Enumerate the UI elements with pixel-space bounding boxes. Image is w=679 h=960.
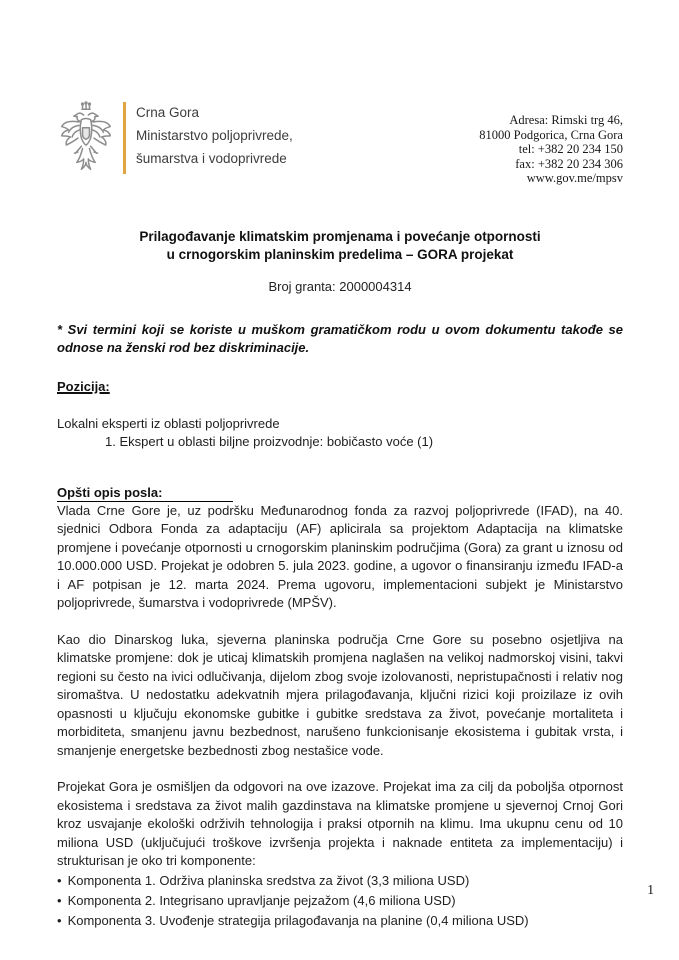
grant-number: Broj granta: 2000004314 [268,278,412,294]
ministry-name-block [136,100,293,178]
position-intro: Lokalni eksperti iz oblasti poljoprivrede [57,415,280,431]
address-line: tel: +382 20 234 150 [518,142,623,156]
gold-divider [123,102,126,174]
position-item: 1. Ekspert u oblasti biljne proizvodnje: bobičasto voće (1) [105,434,434,449]
bullet-icon: • [57,912,62,928]
letterhead-left [57,100,293,178]
list-item [57,911,623,931]
list-item [57,891,623,911]
document-title-line-2: u crnogorskim planinskim predelima – GORA projekat [166,246,514,262]
components-bullet-list [57,871,623,931]
address-line: 81000 Podgorica, Crna Gora [479,127,623,142]
position-heading-text: Pozicija: [57,378,110,394]
website-line: www.gov.me/mpsv [526,171,623,185]
job-description-heading [57,485,623,502]
component-3: Komponenta 3. Uvođenje strategija prilagođavanja na planine (0,4 miliona USD) [67,912,529,928]
bullet-icon: • [57,892,62,908]
component-2: Komponenta 2. Integrisano upravljanje pejzažom (4,6 miliona USD) [67,892,456,908]
montenegro-coat-of-arms-icon [57,100,115,178]
description-paragraph-1: Vlada Crne Gore je, uz podršku Međunarodnog fonda za razvoj poljoprivrede (IFAD), na 40. sjednici Odbora Fonda za adaptaciju (AF) aplicirala sa projektom Adaptacija na klimatske promjene i povećanje otpornosti u crnogorskim planinskim područjima (Gora) za grant u iznosu od 10.000.000 USD. Projekat je odobren 5. jula 2023. godine, a ugovor o finansiranju između IFAD-a i AF potpisan je 12. marta 2024. Prema ugovoru, implementacioni subjekt je Ministarstvo poljoprivrede, šumarstva i vodoprivrede (MPŠV). [57,502,623,610]
component-1: Komponenta 1. Održiva planinska sredstva za život (3,3 miliona USD) [67,872,470,888]
gender-disclaimer: * Svi termini koji se koriste u muškom gramatičkom rodu u ovom dokumentu takođe se odnose na ženski rod bez diskriminacije. [57,321,623,355]
letterhead [57,100,623,186]
document-title [57,228,623,264]
job-description-heading-text: Opšti opis posla: [57,485,233,502]
job-description-section [57,485,623,931]
address-line: fax: +382 20 234 306 [515,156,623,171]
description-paragraph-2: Kao dio Dinarskog luka, sjeverna planinska područja Crne Gore su posebno osjetljiva na klimatske promjene: dok je uticaj klimatskih promjena naglašen na velikoj nadmorskoj visini, takvi regioni su često na ivici odlučivanja, dijelom zbog svoje izolovanosti, nepristupačnosti i relativ nog siromaštva. U nedostatku adekvatnih mjera prilagođavanja, ključni rizici koji proizilaze iz ovih opasnosti u ključuju ekonomske gubitke i gubitke sredstava za život, povećanje mortaliteta i morbiditeta, smanjenu javnu bezbednost, narušeno funkcionisanje ekosistema i gubitak vrsta, i smanjenje energetske bezbednosti zbog nestašice vode. [57,631,623,758]
country-name: Crna Gora [136,105,200,120]
ministry-line-2: šumarstva i vodoprivrede [136,151,287,166]
bullet-icon: • [57,872,62,888]
page-number: 1 [647,882,654,897]
list-item [57,871,623,891]
description-paragraph-3: Projekat Gora je osmišljen da odgovori na ove izazove. Projekat ima za cilj da poboljša otpornost ekosistema i sredstava za život malih gazdinstava na klimatske promjene u sjevernoj Crnoj Gori kroz usvajanje ekološki održivih tehnologija i praksi otpornih na klimu. Ima ukupnu cenu od 10 miliona USD (uključujući troškove izvršenja projekta i naknade entiteta za implementaciju) i strukturisan je oko tri komponente: [57,779,623,868]
address-line: Adresa: Rimski trg 46, [509,113,623,127]
position-section-heading [57,379,623,394]
document-title-line-1: Prilagođavanje klimatskim promjenama i povećanje otpornosti [139,228,541,244]
address-block [479,100,623,186]
ministry-line-1: Ministarstvo poljoprivrede, [136,128,293,143]
